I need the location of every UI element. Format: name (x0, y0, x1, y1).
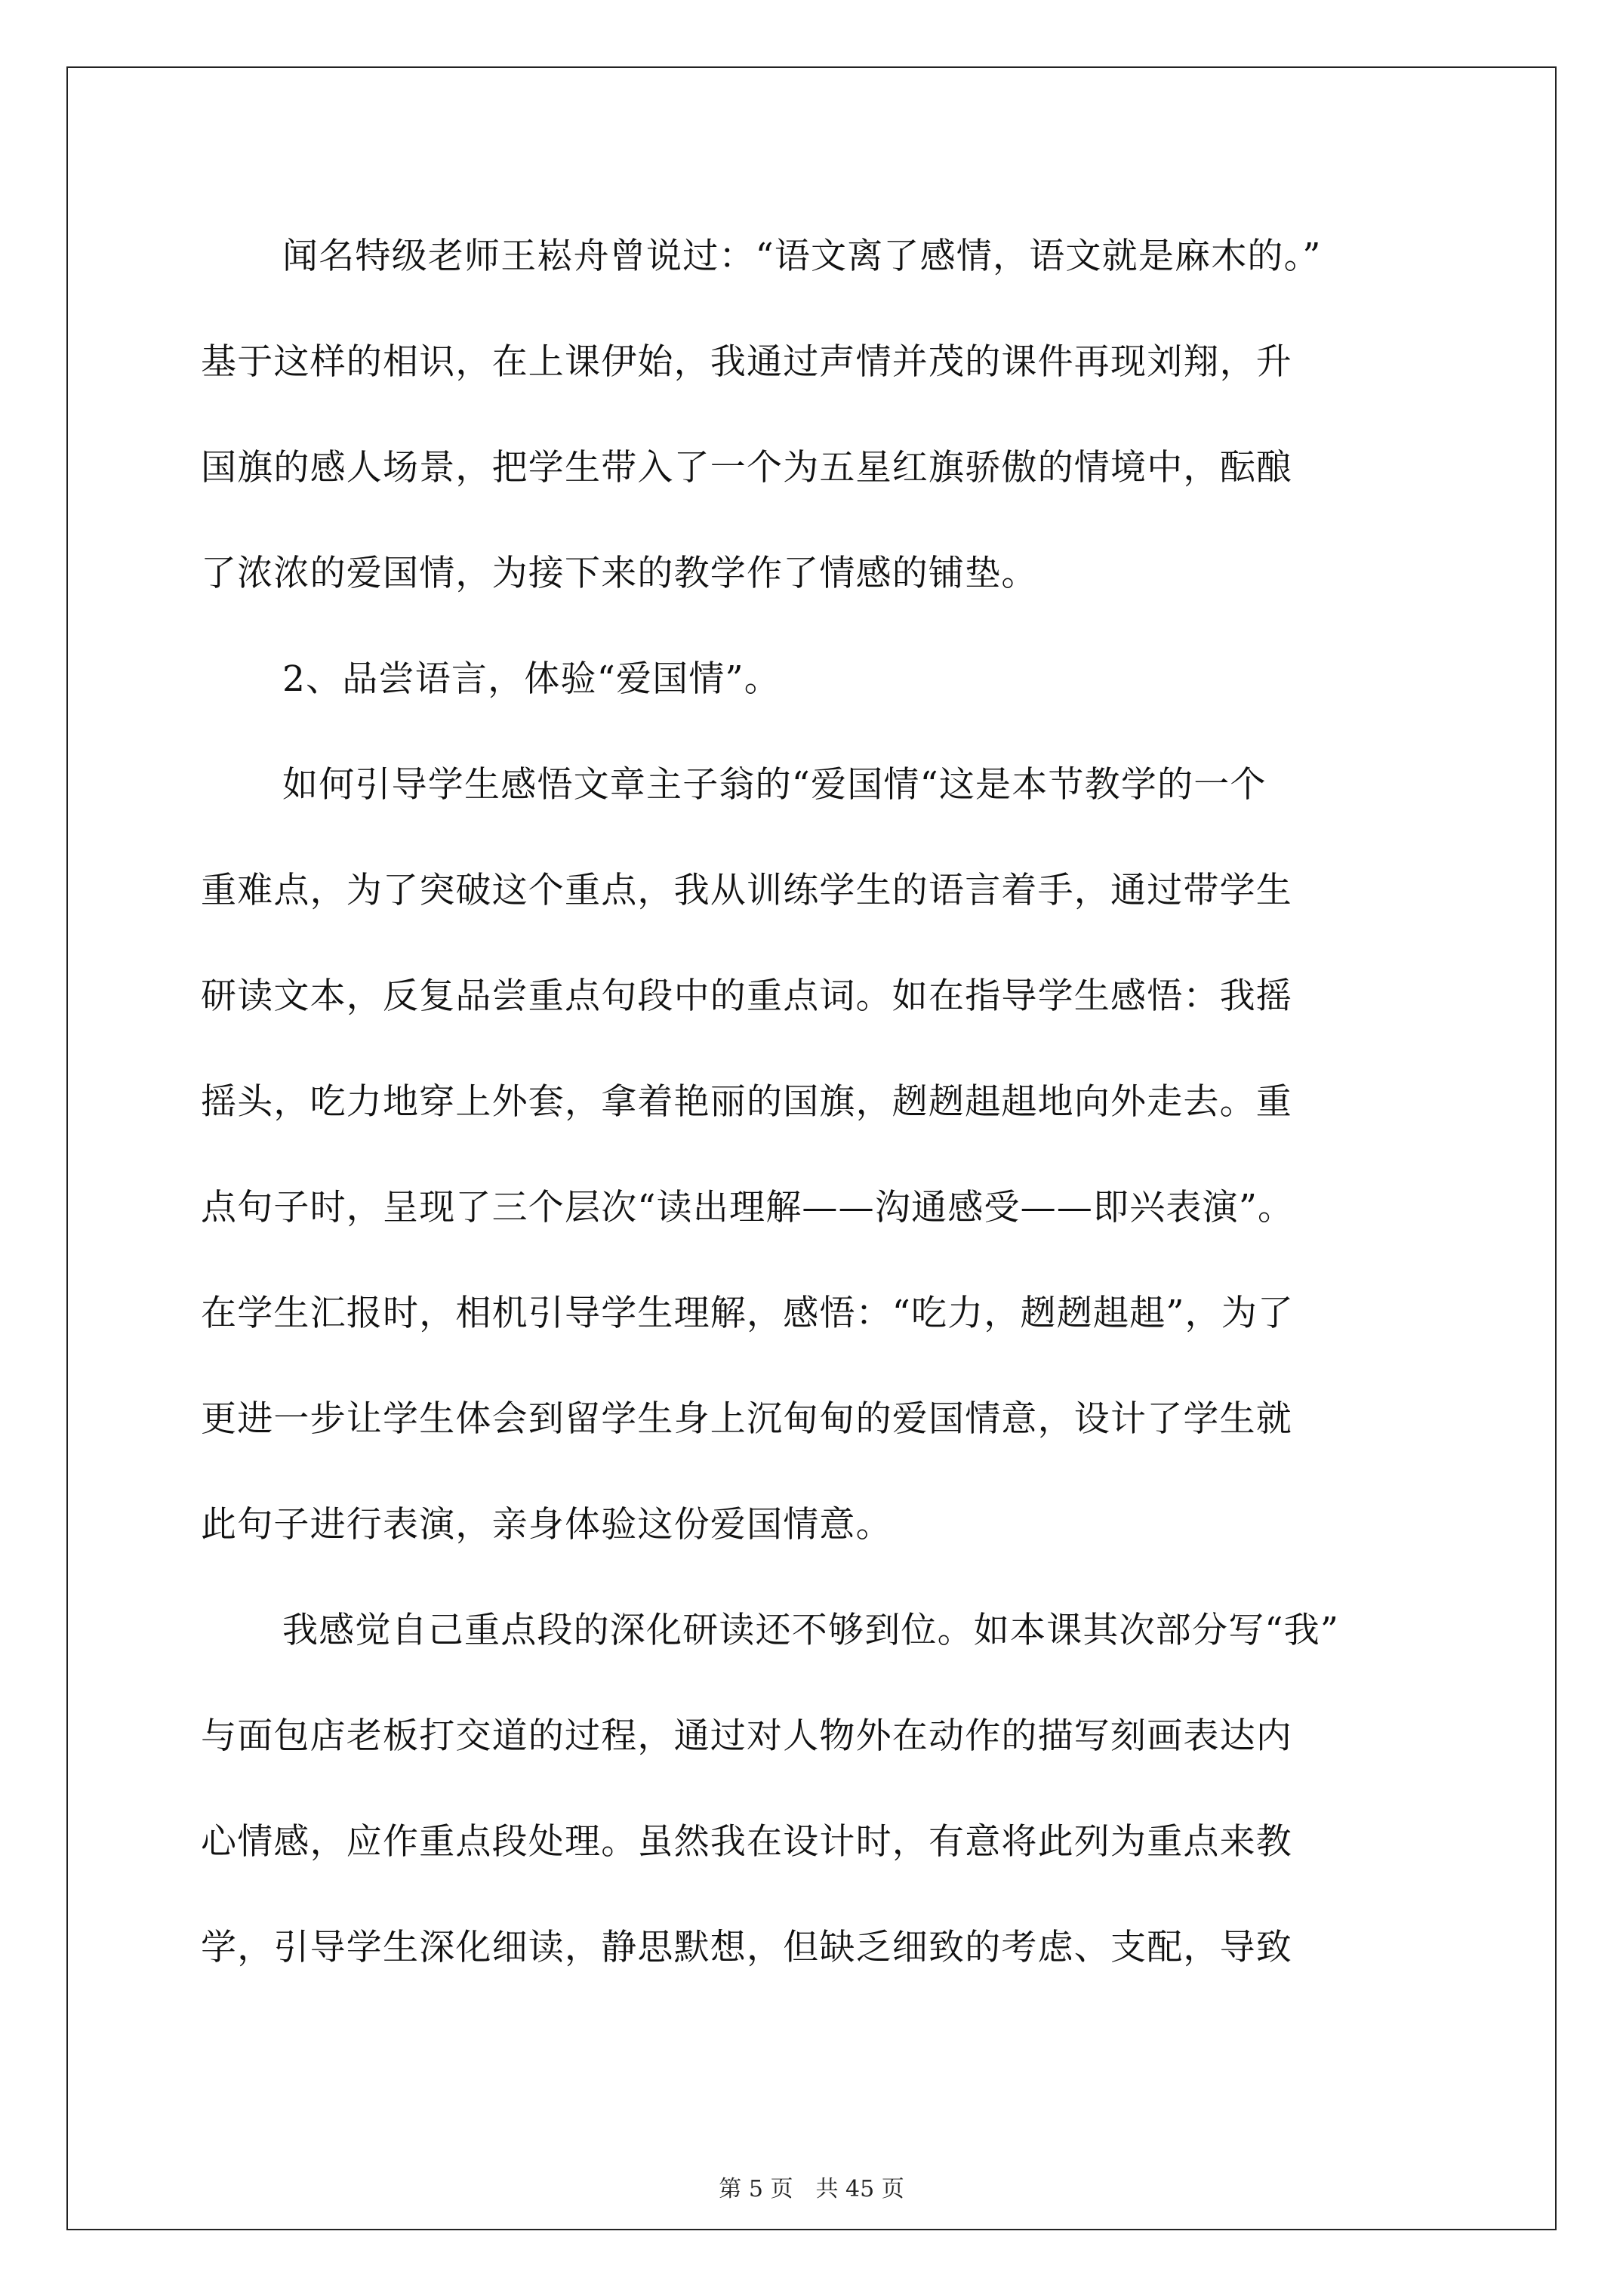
paragraph-line: 心情感，应作重点段处理。虽然我在设计时，有意将此列为重点来教 (201, 1821, 1292, 1863)
section-heading: 2、品尝语言，体验“爱国情”。 (282, 658, 781, 700)
page-number-total: 共 45 页 (815, 2176, 904, 2202)
page-number-current: 第 5 页 (719, 2176, 793, 2202)
paragraph-line: 如何引导学生感悟文章主子翁的“爱国情“这是本节教学的一个 (282, 764, 1267, 806)
paragraph-line: 国旗的感人场景，把学生带入了一个为五星红旗骄傲的情境中，酝酿 (201, 447, 1292, 488)
paragraph-line: 了浓浓的爱国情，为接下来的教学作了情感的铺垫。 (201, 553, 1038, 594)
document-body (201, 204, 1431, 2001)
paragraph-line: 基于这样的相识，在上课伊始，我通过声情并茂的课件再现刘翔，升 (201, 341, 1292, 383)
paragraph-line: 我感觉自己重点段的深化研读还不够到位。如本课其次部分写“我” (282, 1610, 1340, 1651)
paragraph-line: 此句子进行表演，亲身体验这份爱国情意。 (201, 1504, 892, 1546)
paragraph-line: 重难点，为了突破这个重点，我从训练学生的语言着手，通过带学生 (201, 870, 1292, 911)
paragraph-line: 在学生汇报时，相机引导学生理解，感悟：“吃力，趔趔趄趄”，为了 (201, 1293, 1295, 1334)
paragraph-line: 闻名特级老师王崧舟曾说过：“语文离了感情，语文就是麻木的。” (282, 236, 1322, 277)
paragraph-line: 学，引导学生深化细读，静思默想，但缺乏细致的考虑、支配，导致 (201, 1927, 1292, 1968)
paragraph-line: 点句子时，呈现了三个层次“读出理解——沟通感受——即兴表演”。 (201, 1187, 1295, 1228)
page-footer (0, 2174, 1623, 2205)
paragraph-line: 与面包店老板打交道的过程，通过对人物外在动作的描写刻画表达内 (201, 1715, 1292, 1757)
paragraph-line: 摇头，吃力地穿上外套，拿着艳丽的国旗，趔趔趄趄地向外走去。重 (201, 1081, 1292, 1123)
paragraph-line: 更进一步让学生体会到留学生身上沉甸甸的爱国情意，设计了学生就 (201, 1398, 1292, 1440)
paragraph-line: 研读文本，反复品尝重点句段中的重点词。如在指导学生感悟：我摇 (201, 975, 1292, 1017)
